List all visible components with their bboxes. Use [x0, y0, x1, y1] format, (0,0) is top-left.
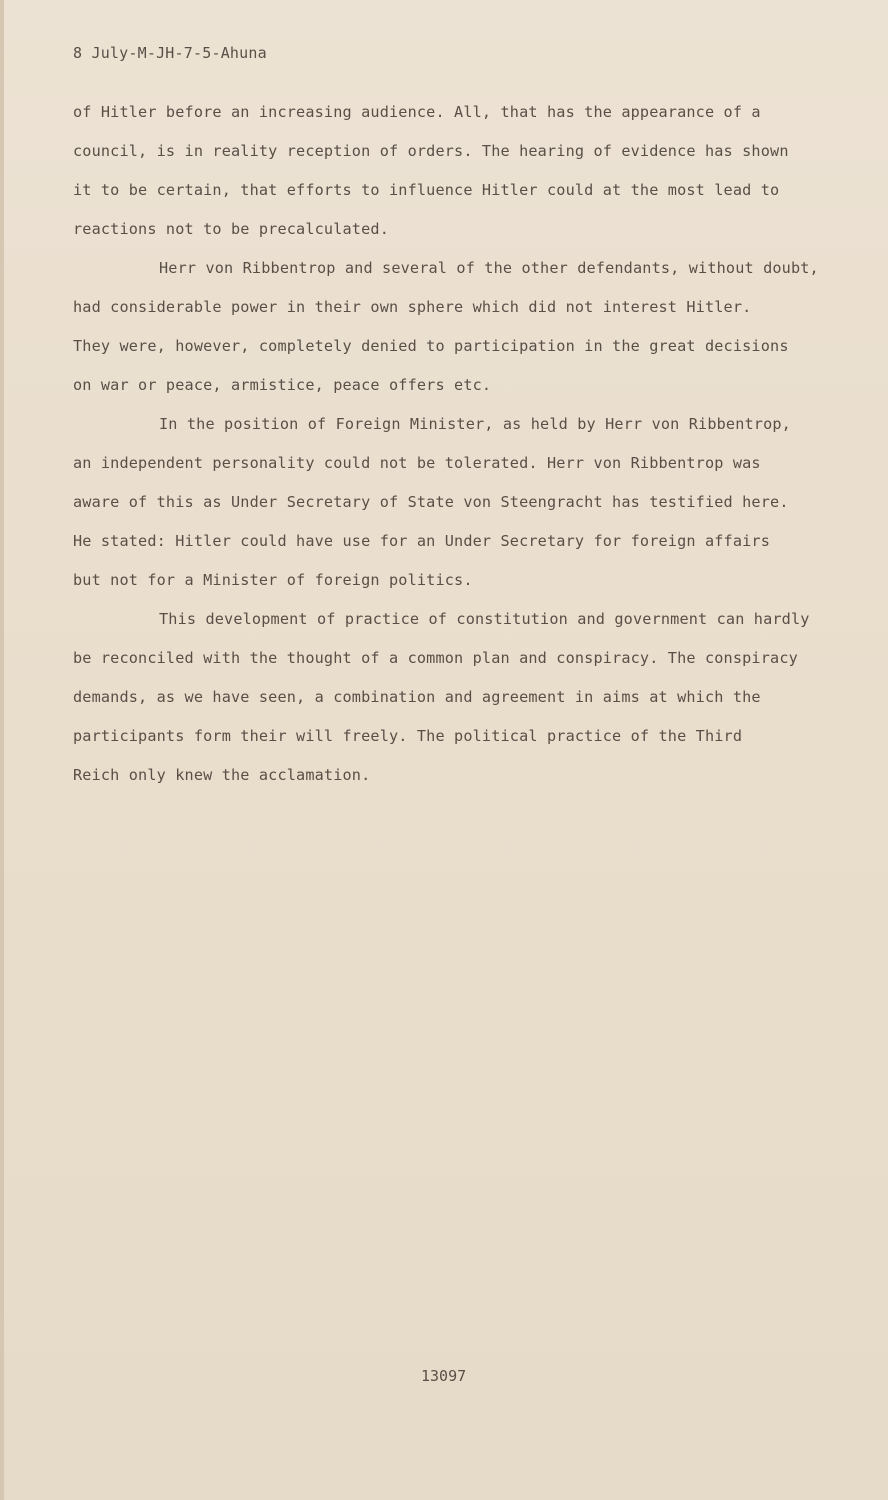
paragraph-start-line: In the position of Foreign Minister, as held by Herr von Ribbentrop,: [159, 415, 791, 433]
page-header: 8 July-M-JH-7-5-Ahuna: [73, 44, 267, 62]
paper-edge: [0, 0, 4, 1500]
text-line: of Hitler before an increasing audience. All, that has the appearance of a: [73, 103, 761, 121]
text-line: reactions not to be precalculated.: [73, 220, 389, 238]
paragraph-start-line: This development of practice of constitution and government can hardly: [159, 610, 810, 628]
text-line: it to be certain, that efforts to influence Hitler could at the most lead to: [73, 181, 780, 199]
text-line: on war or peace, armistice, peace offers etc.: [73, 376, 492, 394]
paragraph-start-line: Herr von Ribbentrop and several of the other defendants, without doubt,: [159, 259, 819, 277]
text-line: be reconciled with the thought of a common plan and conspiracy. The conspiracy: [73, 649, 798, 667]
text-line: but not for a Minister of foreign politics.: [73, 571, 473, 589]
body-text: [73, 98, 843, 800]
text-line: an independent personality could not be tolerated. Herr von Ribbentrop was: [73, 454, 761, 472]
text-line: had considerable power in their own sphere which did not interest Hitler.: [73, 298, 752, 316]
text-line: Reich only knew the acclamation.: [73, 766, 371, 784]
text-line: He stated: Hitler could have use for an Under Secretary for foreign affairs: [73, 532, 771, 550]
text-line: demands, as we have seen, a combination and agreement in aims at which the: [73, 688, 761, 706]
text-line: participants form their will freely. The political practice of the Third: [73, 727, 743, 745]
text-line: aware of this as Under Secretary of State von Steengracht has testified here.: [73, 493, 789, 511]
page-number: 13097: [421, 1367, 467, 1385]
text-line: council, is in reality reception of orders. The hearing of evidence has shown: [73, 142, 789, 160]
text-line: They were, however, completely denied to participation in the great decisions: [73, 337, 789, 355]
